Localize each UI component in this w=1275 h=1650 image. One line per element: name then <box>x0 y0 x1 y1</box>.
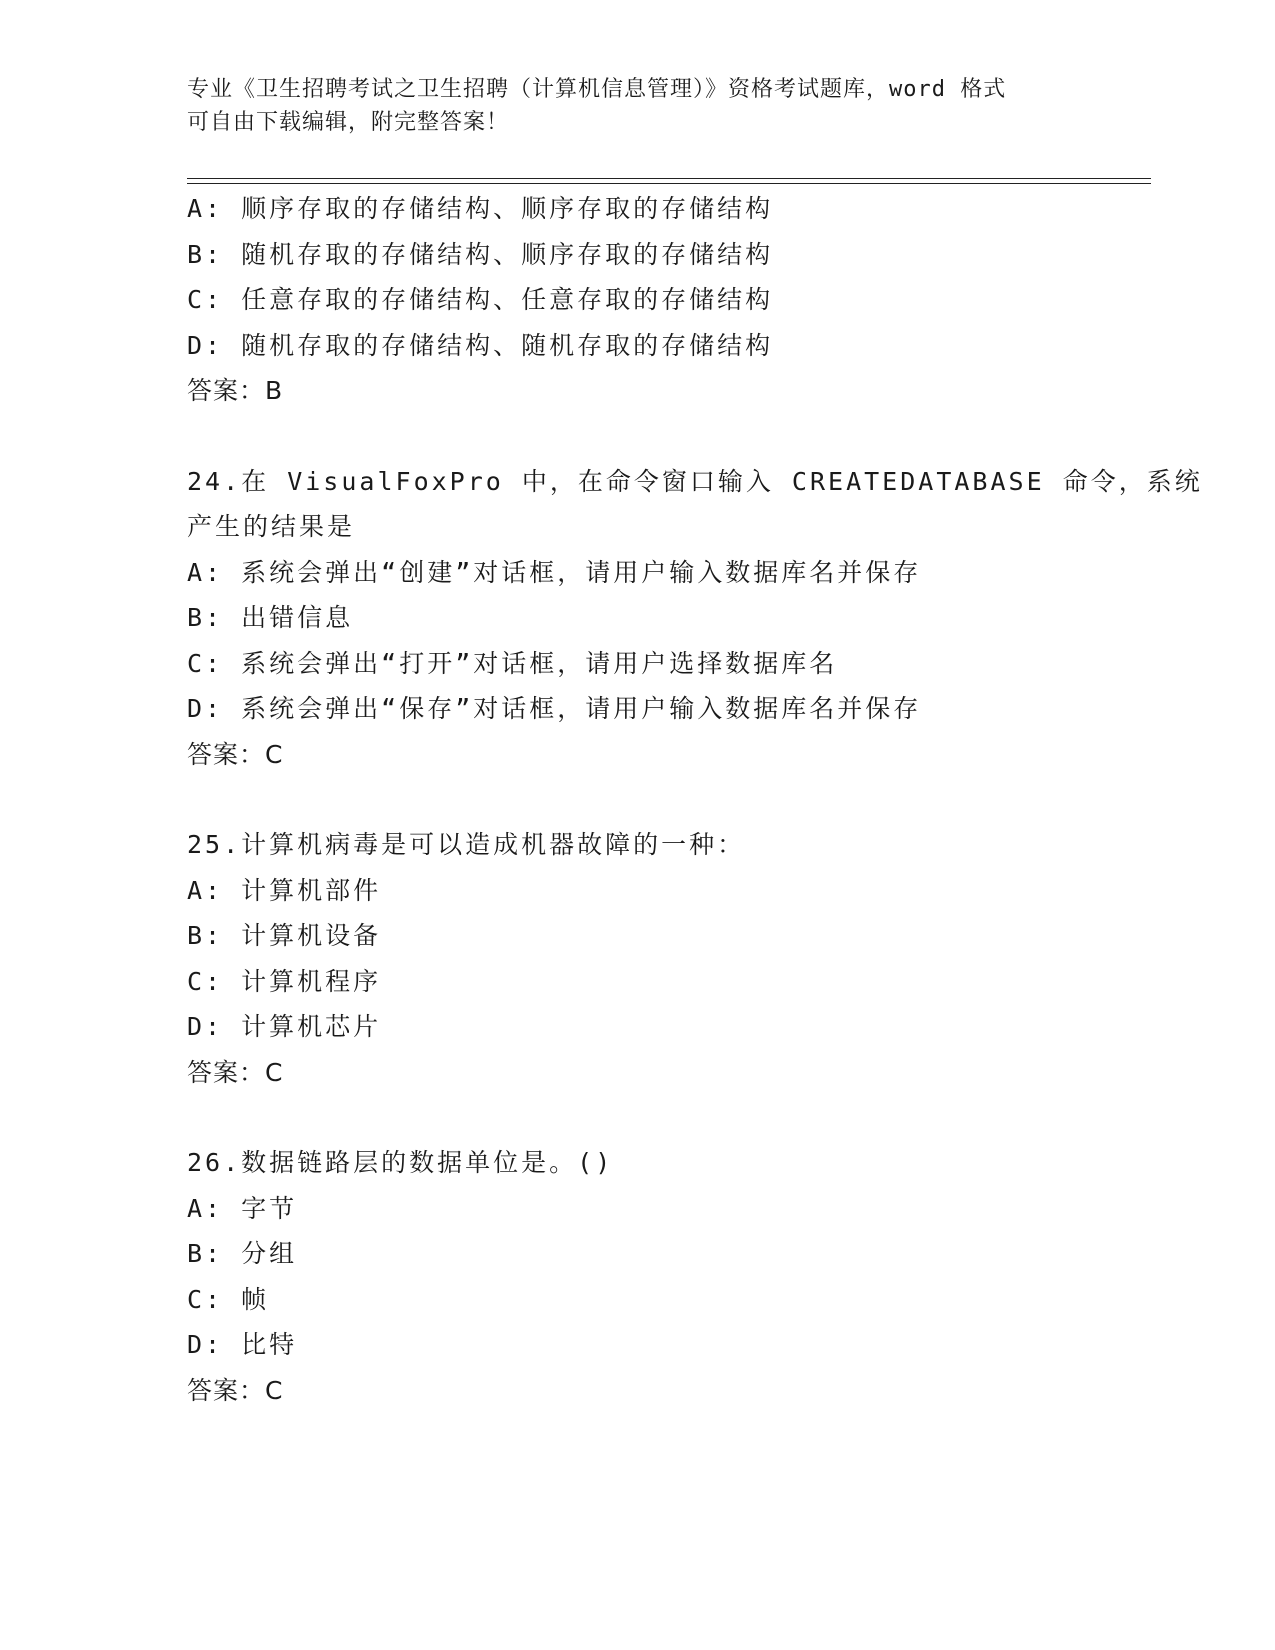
header-line-2: 可自由下载编辑，附完整答案！ <box>187 110 510 135</box>
option-c: C: 帧 <box>187 1284 270 1314</box>
option-d: D: 计算机芯片 <box>187 1012 382 1041</box>
option-b: B: 出错信息 <box>187 603 354 632</box>
answer: 答案：C <box>187 1375 284 1405</box>
header-divider-top <box>187 178 1151 179</box>
option-a: A: 字节 <box>187 1193 298 1223</box>
question-continued <box>187 186 1147 414</box>
answer: 答案：B <box>187 376 284 405</box>
header-divider-bottom <box>187 183 1151 184</box>
option-a: A: 计算机部件 <box>187 875 382 905</box>
option-c: C: 任意存取的存储结构、任意存取的存储结构 <box>187 285 774 314</box>
answer: 答案：C <box>187 1057 284 1087</box>
option-b: B: 计算机设备 <box>187 921 382 950</box>
option-a: A: 系统会弹出“创建”对话框，请用户输入数据库名并保存 <box>187 557 922 587</box>
option-c: C: 计算机程序 <box>187 966 382 996</box>
question-stem-cont: 产生的结果是 <box>187 512 356 541</box>
question-26 <box>187 1140 1147 1413</box>
option-a: A: 顺序存取的存储结构、顺序存取的存储结构 <box>187 194 774 223</box>
option-b: B: 分组 <box>187 1239 298 1268</box>
question-stem: 25.计算机病毒是可以造成机器故障的一种： <box>187 830 746 859</box>
question-25 <box>187 822 1147 1095</box>
option-b: B: 随机存取的存储结构、顺序存取的存储结构 <box>187 239 774 269</box>
option-d: D: 比特 <box>187 1330 298 1359</box>
question-24 <box>187 459 1203 778</box>
option-d: D: 系统会弹出“保存”对话框，请用户输入数据库名并保存 <box>187 694 922 723</box>
document-header <box>187 73 1107 139</box>
option-c: C: 系统会弹出“打开”对话框，请用户选择数据库名 <box>187 648 838 678</box>
question-stem: 24.在 VisualFoxPro 中，在命令窗口输入 CREATEDATABASE 命令，系统 <box>187 466 1203 496</box>
header-line-1: 专业《卫生招聘考试之卫生招聘（计算机信息管理）》资格考试题库，word 格式 <box>187 77 1007 102</box>
question-list <box>187 186 1203 1413</box>
option-d: D: 随机存取的存储结构、随机存取的存储结构 <box>187 330 774 360</box>
question-stem: 26.数据链路层的数据单位是。() <box>187 1148 614 1177</box>
answer: 答案：C <box>187 739 284 769</box>
